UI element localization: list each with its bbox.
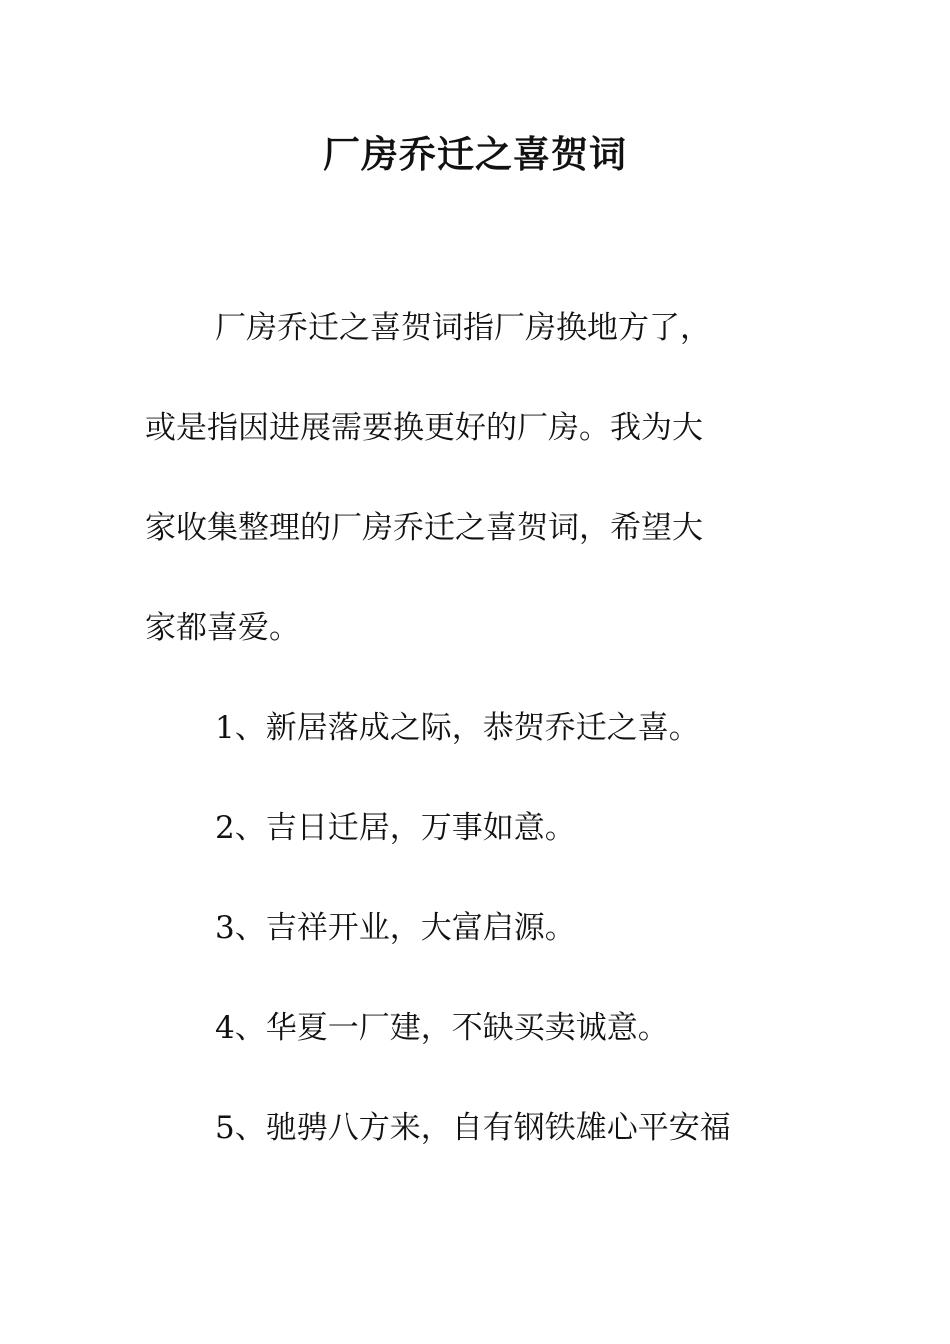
intro-line-3: 家收集整理的厂房乔迁之喜贺词，希望大 — [145, 510, 703, 546]
list-item-4: 4、华夏一厂建，不缺买卖诚意。 — [215, 1010, 669, 1046]
document-title: 厂房乔迁之喜贺词 — [323, 132, 627, 176]
list-item-3: 3、吉祥开业，大富启源。 — [215, 910, 576, 946]
list-item-1: 1、新居落成之际，恭贺乔迁之喜。 — [215, 710, 700, 746]
intro-line-1: 厂房乔迁之喜贺词指厂房换地方了， — [215, 310, 711, 346]
intro-line-2: 或是指因进展需要换更好的厂房。我为大 — [145, 410, 703, 446]
list-item-5: 5、驰骋八方来，自有钢铁雄心平安福 — [215, 1110, 731, 1146]
document-body — [145, 300, 781, 1200]
list-item-2: 2、吉日迁居，万事如意。 — [215, 810, 576, 846]
intro-line-4: 家都喜爱。 — [145, 610, 300, 646]
